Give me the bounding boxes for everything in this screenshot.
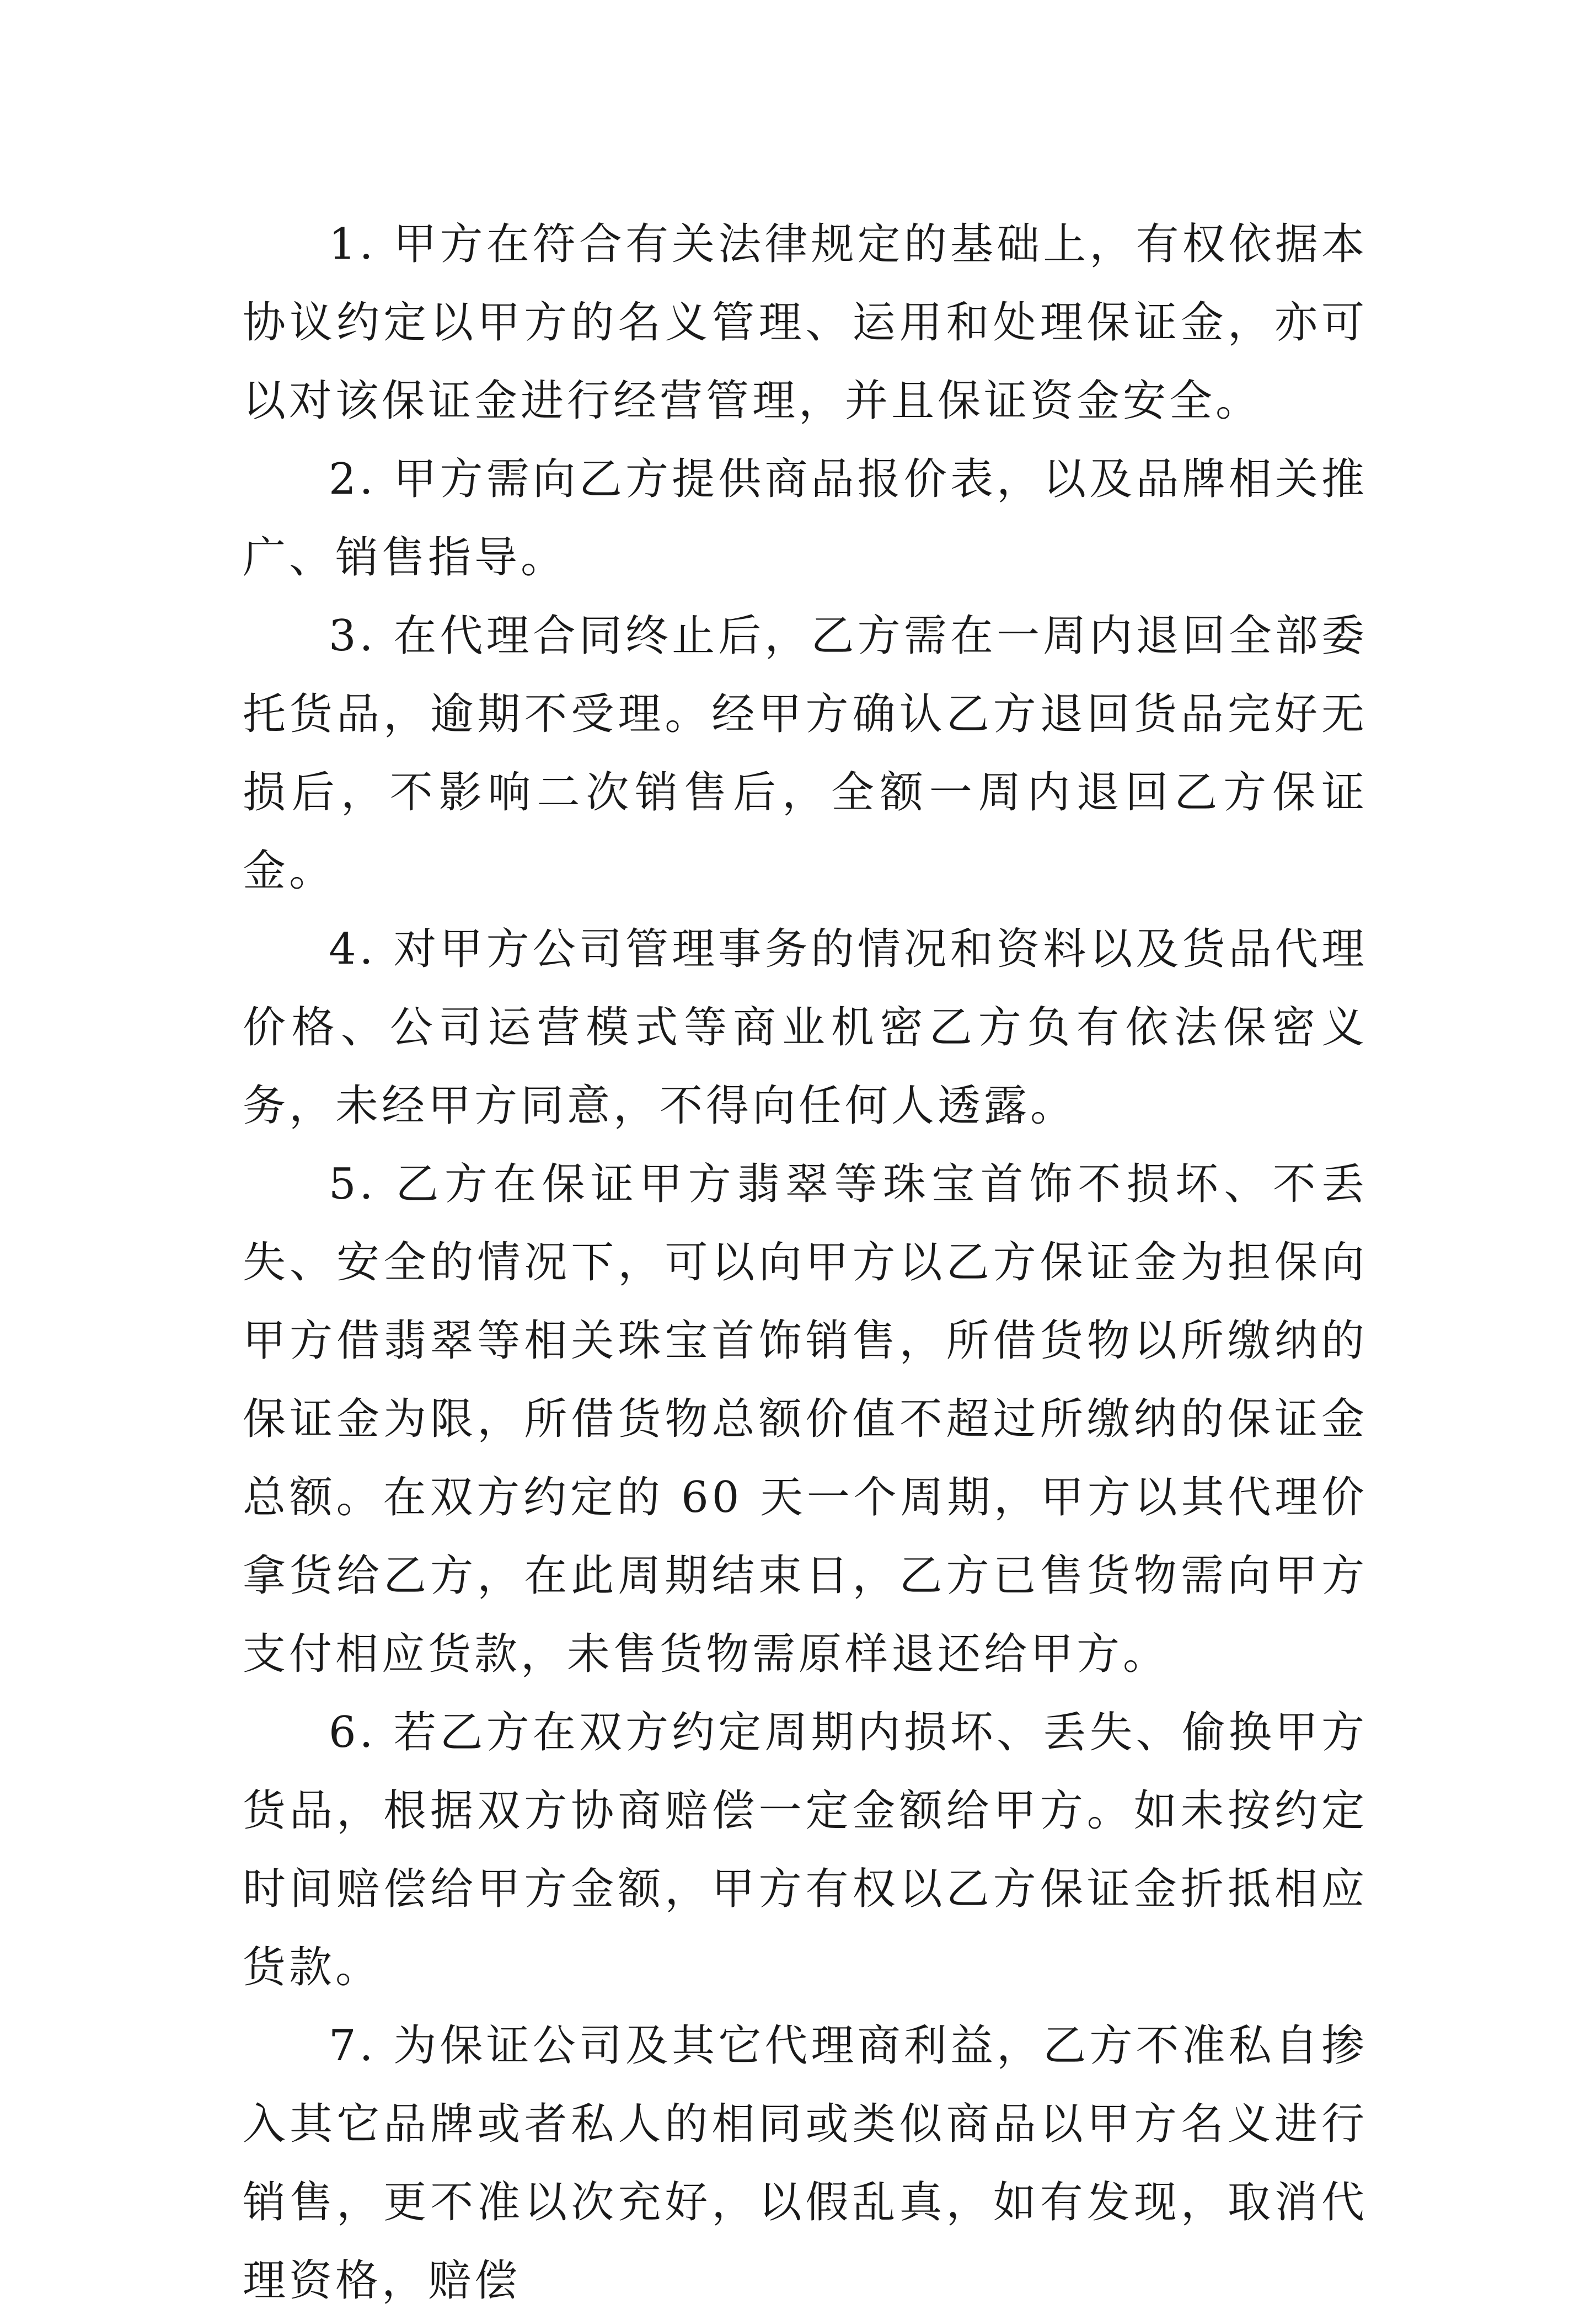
clause-7: 7. 为保证公司及其它代理商利益，乙方不准私自掺入其它品牌或者私人的相同或类似商品以甲方名义进行销售，更不准以次充好，以假乱真，如有发现，取消代理资格，赔偿: [243, 2021, 1368, 2306]
clause-1: 1. 甲方在符合有关法律规定的基础上，有权依据本协议约定以甲方的名义管理、运用和处理保证金，亦可以对该保证金进行经营管理，并且保证资金安全。: [243, 220, 1368, 426]
clause-5: 5. 乙方在保证甲方翡翠等珠宝首饰不损坏、不丢失、安全的情况下，可以向甲方以乙方保证金为担保向甲方借翡翠等相关珠宝首饰销售，所借货物以所缴纳的保证金为限，所借货物总额价值不超过所缴纳的保证金总额。在双方约定的 60 天一个周期，甲方以其代理价拿货给乙方，在此周期结束日，乙方已售货物需向甲方支付相应货款，未售货物需原样退还给甲方。: [243, 1159, 1368, 1679]
clause-3: 3. 在代理合同终止后，乙方需在一周内退回全部委托货品，逾期不受理。经甲方确认乙方退回货品完好无损后，不影响二次销售后，全额一周内退回乙方保证金。: [243, 611, 1368, 896]
document-body: [243, 205, 1368, 2320]
clause-4: 4. 对甲方公司管理事务的情况和资料以及货品代理价格、公司运营模式等商业机密乙方负有依法保密义务，未经甲方同意，不得向任何人透露。: [243, 924, 1368, 1131]
clause-6: 6. 若乙方在双方约定周期内损坏、丢失、偷换甲方货品，根据双方协商赔偿一定金额给甲方。如未按约定时间赔偿给甲方金额，甲方有权以乙方保证金折抵相应货款。: [243, 1708, 1368, 1992]
clause-2: 2. 甲方需向乙方提供商品报价表，以及品牌相关推广、销售指导。: [243, 455, 1368, 582]
